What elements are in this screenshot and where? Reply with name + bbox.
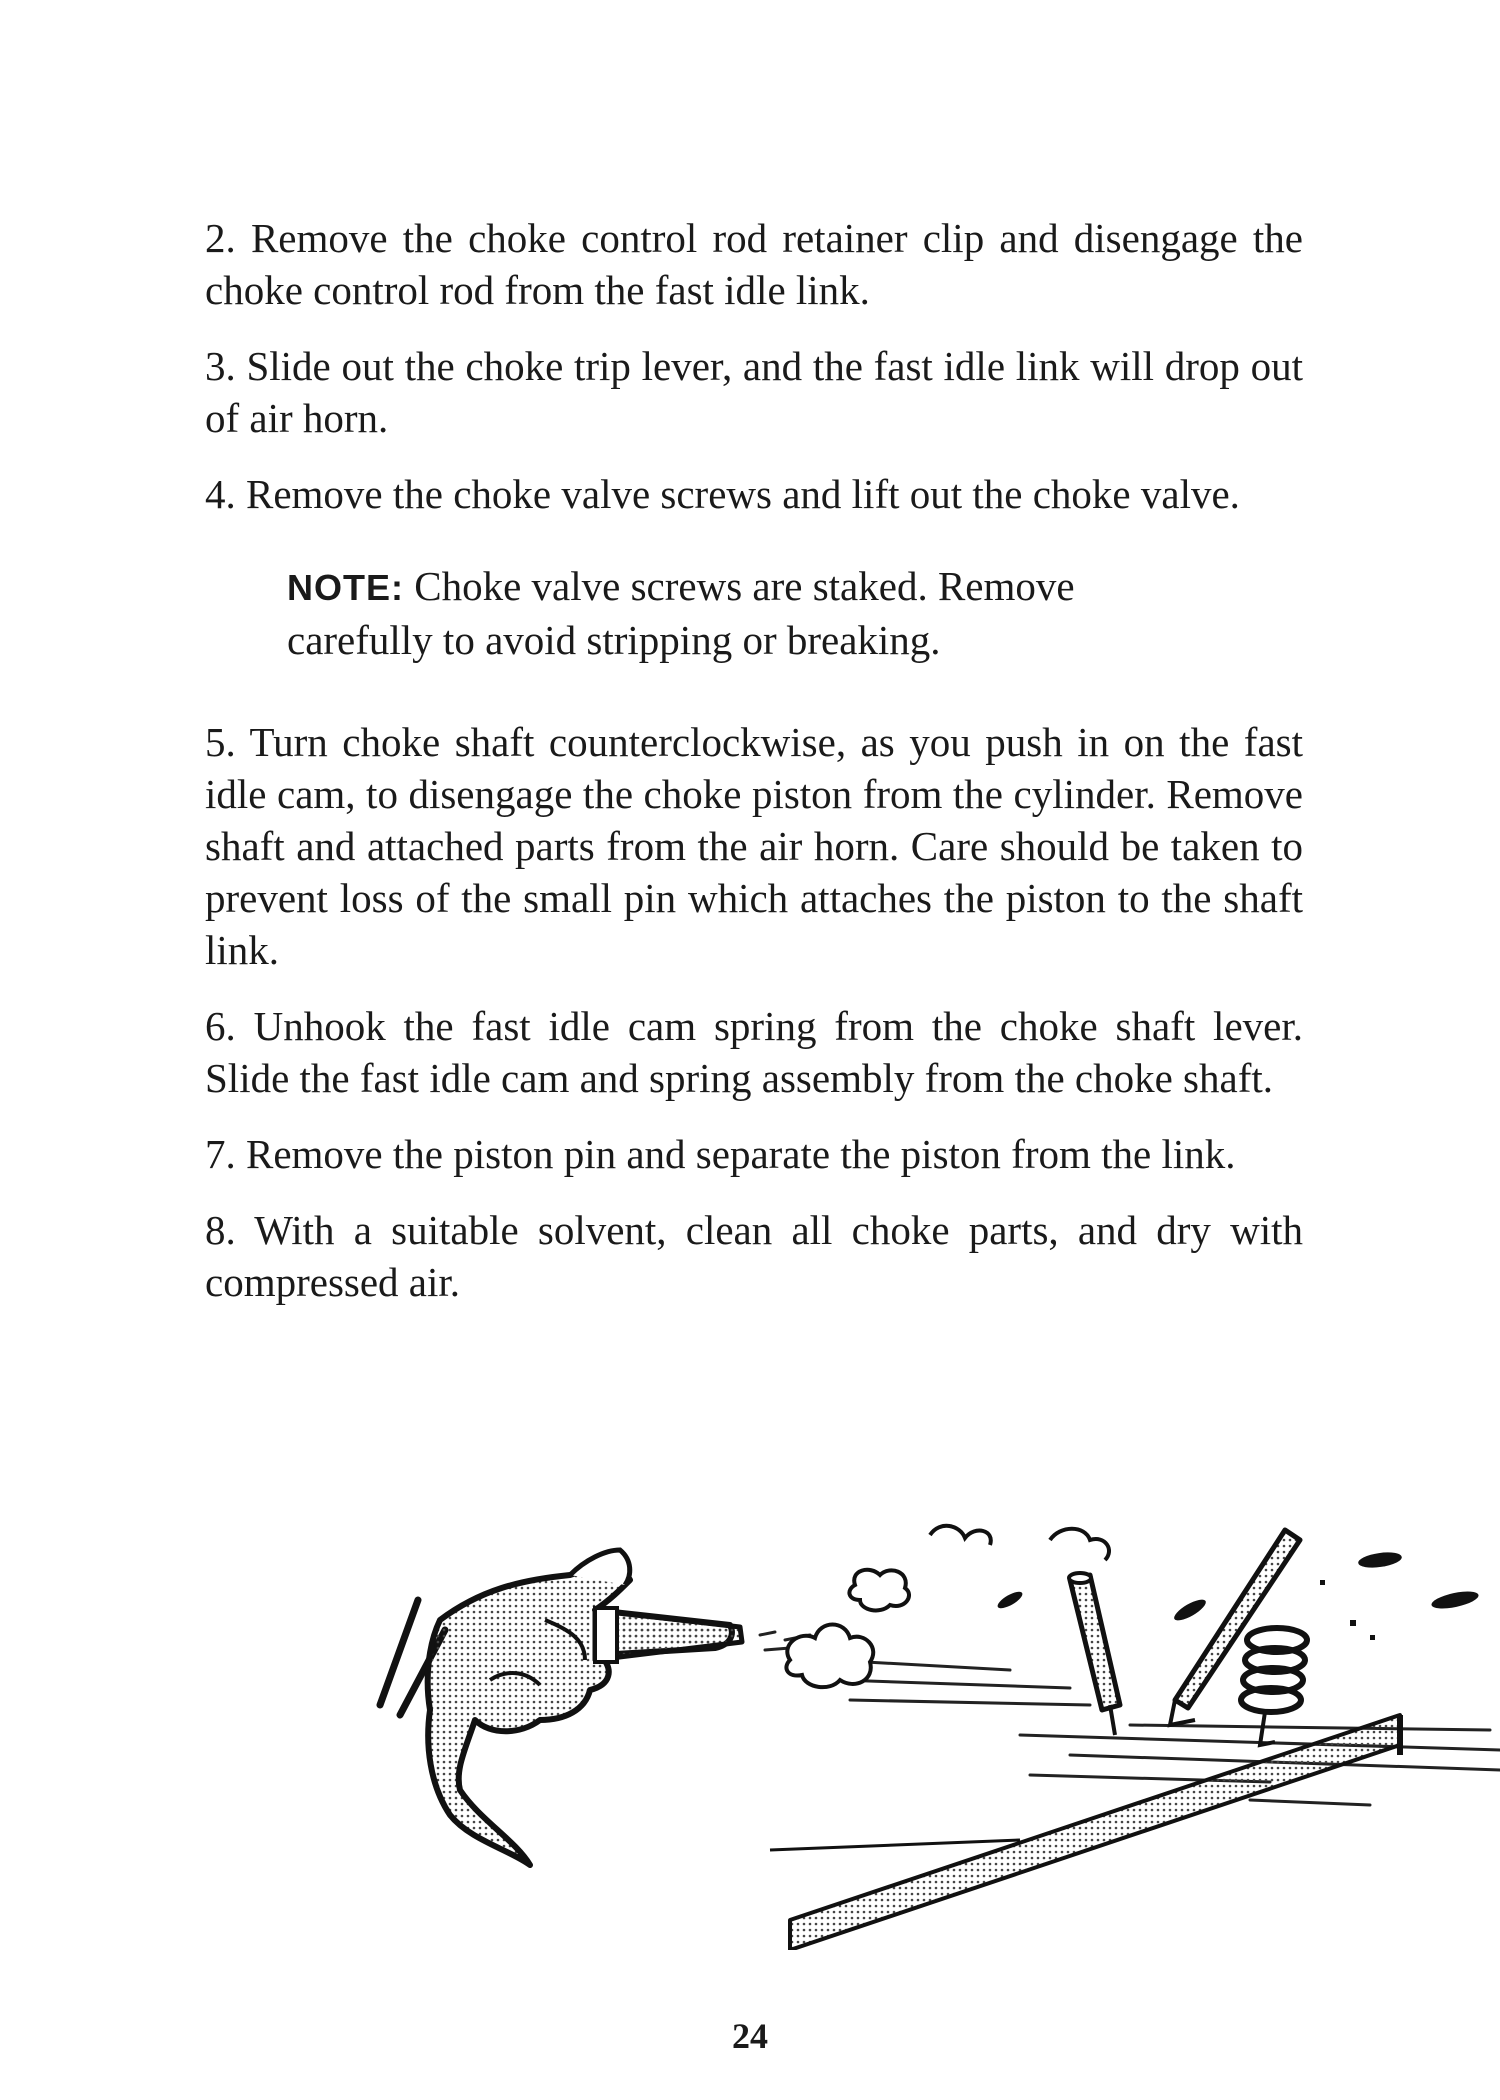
step-number: 3. [205,343,236,389]
step-6 [205,1000,1303,1104]
step-3 [205,340,1303,444]
step-7 [205,1128,1303,1180]
note-block [287,560,1217,666]
note-text: Choke valve screws are staked. Remove carefully to avoid stripping or breaking. [287,563,1075,663]
step-text: Remove the piston pin and separate the piston from the link. [246,1131,1236,1177]
hand-air-nozzle-blowing-parts-illustration [370,1520,1500,1950]
step-text: Slide out the choke trip lever, and the fast idle link will drop out of air horn. [205,343,1303,441]
step-number: 8. [205,1207,236,1253]
page-number: 24 [732,2016,768,2056]
step-number: 2. [205,215,236,261]
dust-cloud-icon [786,1526,1109,1687]
step-number: 7. [205,1131,236,1177]
workbench-icon [770,1715,1400,1950]
step-2 [205,212,1303,316]
step-number: 6. [205,1003,236,1049]
step-text: Unhook the fast idle cam spring from the choke shaft lever. Slide the fast idle cam and spring assembly from the choke shaft. [205,1003,1303,1101]
hand-icon [428,1550,732,1865]
step-text: Turn choke shaft counterclockwise, as you push in on the fast idle cam, to disengage the choke piston from the cylinder. Remove shaft and attached parts from the air horn. Care should be taken to prevent loss of the small pin which attaches the piston to the shaft link. [205,719,1303,973]
step-number: 5. [205,719,236,765]
step-text: With a suitable solvent, clean all choke parts, and dry with compressed air. [205,1207,1304,1305]
step-text: Remove the choke control rod retainer clip and disengage the choke control rod from the fast idle link. [205,215,1304,313]
choke-shaft-icon [1069,1573,1120,1735]
note-label: NOTE: [287,567,404,608]
instructions-body [205,212,1303,1332]
step-4 [205,468,1303,520]
step-number: 4. [205,471,236,517]
step-8 [205,1204,1303,1308]
step-text: Remove the choke valve screws and lift out the choke valve. [246,471,1240,517]
step-5 [205,716,1303,976]
